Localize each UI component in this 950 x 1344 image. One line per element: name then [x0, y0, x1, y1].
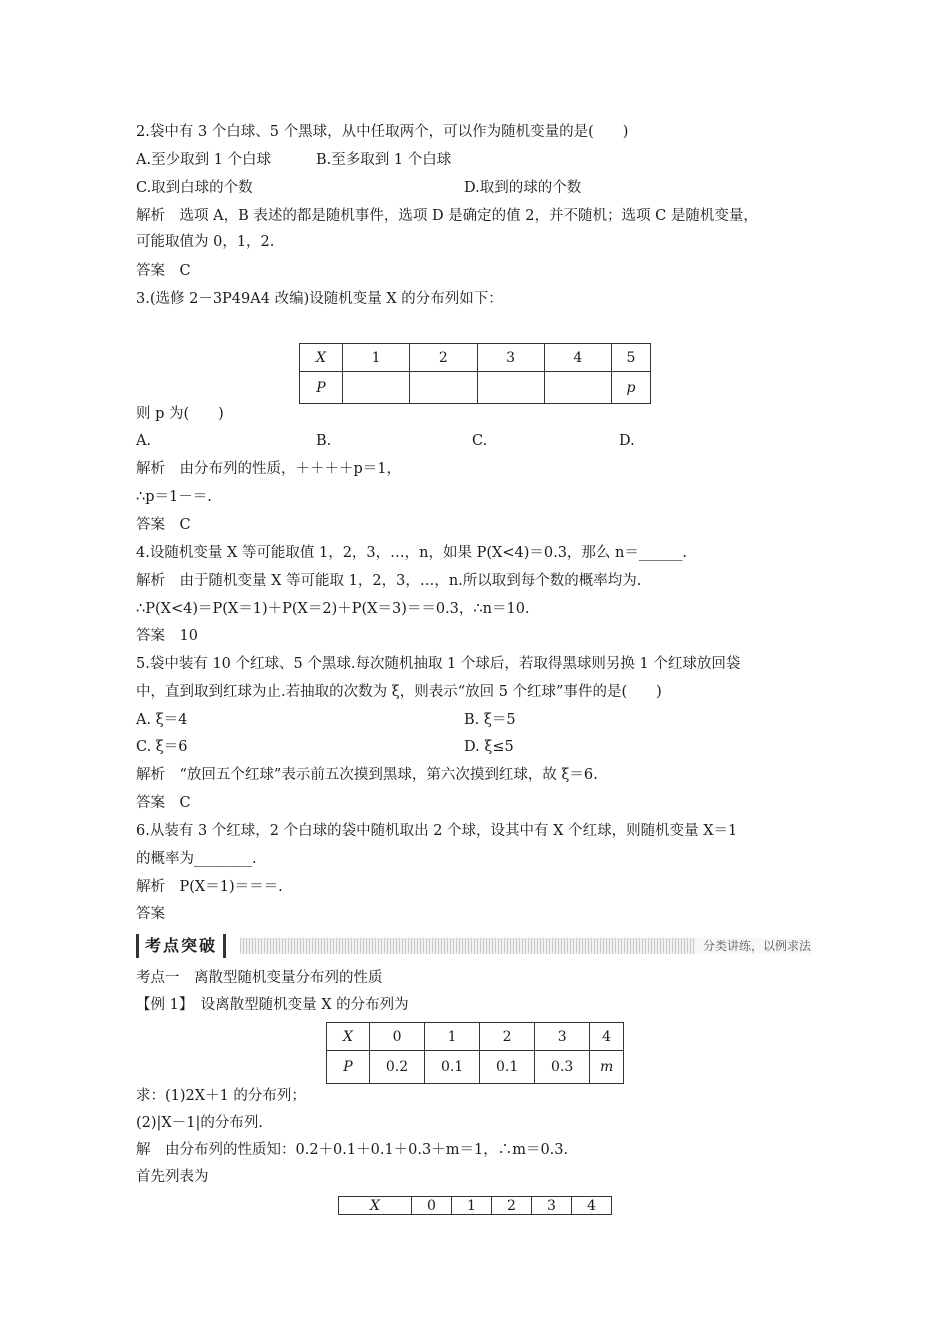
example1-table-cell: 1 — [425, 1023, 480, 1051]
q5-option-b: B. ξ＝5 — [464, 712, 516, 728]
q5-option-d: D. ξ≤5 — [464, 739, 514, 755]
q4-analysis-line1: 解析 由于随机变量 X 等可能取 1，2，3，…，n.所以取到每个数的概率均为. — [136, 573, 642, 589]
q3-option-a: A. — [136, 433, 152, 449]
q2-answer: 答案 C — [136, 263, 191, 279]
example1-table2-cell: 2 — [492, 1197, 532, 1215]
example1-table-header-x: X — [327, 1023, 370, 1051]
example1-table-cell: 0.1 — [480, 1051, 535, 1084]
q5-analysis: 解析 “放回五个红球”表示前五次摸到黑球，第六次摸到红球，故 ξ＝6. — [136, 767, 598, 783]
q2-option-a: A.至少取到 1 个白球 — [136, 152, 272, 168]
q2-option-d: D.取到的球的个数 — [464, 180, 582, 196]
example1-table-header-p: P — [327, 1051, 370, 1084]
q5-answer: 答案 C — [136, 795, 191, 811]
q2-option-c: C.取到白球的个数 — [136, 180, 253, 196]
example1-table-cell: 0 — [370, 1023, 425, 1051]
q5-option-a: A. ξ＝4 — [136, 712, 188, 728]
q6-answer: 答案 — [136, 906, 165, 922]
q3-table-cell: 4 — [544, 344, 611, 372]
example1-second-table — [338, 1196, 612, 1215]
q3-table-cell: 3 — [477, 344, 544, 372]
section-banner — [136, 934, 811, 958]
example1-table2-cell: 4 — [572, 1197, 612, 1215]
q2-analysis-line1: 解析 选项 A，B 表述的都是随机事件，选项 D 是确定的值 2，并不随机；选项 C 是随机变量， — [136, 208, 758, 224]
q3-table-cell — [410, 372, 477, 404]
section-title: 考点突破 — [136, 934, 226, 958]
example1-ask1: 求：(1)2X＋1 的分布列； — [136, 1088, 306, 1104]
point1-title: 考点一 离散型随机变量分布列的性质 — [136, 970, 383, 986]
q4-analysis-line2: ∴P(X<4)＝P(X＝1)＋P(X＝2)＋P(X＝3)＝＝0.3，∴n＝10. — [136, 601, 530, 617]
q3-table-cell: 5 — [612, 344, 651, 372]
q3-table-header-x: X — [300, 344, 343, 372]
example1-table-cell: m — [590, 1051, 624, 1084]
q3-distribution-table — [299, 343, 651, 404]
example1-distribution-table — [326, 1022, 624, 1084]
section-subtitle: 分类讲练，以例求法 — [695, 938, 811, 954]
q3-ask: 则 p 为( ) — [136, 406, 224, 422]
q3-answer: 答案 C — [136, 517, 191, 533]
q3-table-cell: 2 — [410, 344, 477, 372]
q5-stem-line2: 中，直到取到红球为止.若抽取的次数为 ξ，则表示“放回 5 个红球”事件的是( ) — [136, 684, 662, 700]
example1-table2-header-x: X — [339, 1197, 412, 1215]
q2-stem: 2.袋中有 3 个白球、5 个黑球，从中任取两个，可以作为随机变量的是( ) — [136, 124, 629, 140]
example1-table-cell: 0.2 — [370, 1051, 425, 1084]
example1-table-cell: 4 — [590, 1023, 624, 1051]
example1-table2-cell: 3 — [532, 1197, 572, 1215]
q5-stem-line1: 5.袋中装有 10 个红球、5 个黑球.每次随机抽取 1 个球后，若取得黑球则另换 1 个红球放回袋 — [136, 656, 741, 672]
example1-ask2: (2)|X－1|的分布列. — [136, 1115, 263, 1131]
q3-table-cell — [544, 372, 611, 404]
example1-solution: 解 由分布列的性质知：0.2＋0.1＋0.1＋0.3＋m＝1，∴m＝0.3. — [136, 1142, 569, 1158]
q3-analysis-line2: ∴p＝1－＝. — [136, 489, 212, 505]
q3-option-c: C. — [472, 433, 488, 449]
example1-table-cell: 3 — [535, 1023, 590, 1051]
q6-stem-line2: 的概率为________. — [136, 851, 257, 867]
q3-table-cell — [343, 372, 410, 404]
q3-table-header-p: P — [300, 372, 343, 404]
q5-option-c: C. ξ＝6 — [136, 739, 188, 755]
q4-stem: 4.设随机变量 X 等可能取值 1，2，3，…，n，如果 P(X<4)＝0.3，那么 n＝______. — [136, 545, 687, 561]
q2-option-b: B.至多取到 1 个白球 — [316, 152, 452, 168]
q3-table-cell: 1 — [343, 344, 410, 372]
example1-table-cell: 2 — [480, 1023, 535, 1051]
q3-analysis-line1: 解析 由分布列的性质，＋＋＋＋p＝1， — [136, 461, 402, 477]
example1-table-cell: 0.3 — [535, 1051, 590, 1084]
q4-answer: 答案 10 — [136, 628, 198, 644]
example1-list-intro: 首先列表为 — [136, 1169, 209, 1185]
q3-table-cell: p — [612, 372, 651, 404]
q3-option-b: B. — [316, 433, 332, 449]
example1-table2-cell: 0 — [412, 1197, 452, 1215]
q2-analysis-line2: 可能取值为 0，1，2. — [136, 234, 275, 250]
q6-stem-line1: 6.从装有 3 个红球，2 个白球的袋中随机取出 2 个球，设其中有 X 个红球，则随机变量 X＝1 — [136, 823, 738, 839]
q3-option-d: D. — [619, 433, 635, 449]
q6-analysis: 解析 P(X＝1)＝＝＝. — [136, 879, 283, 895]
example1-table2-cell: 1 — [452, 1197, 492, 1215]
q3-stem: 3.(选修 2－3P49A4 改编)设随机变量 X 的分布列如下： — [136, 291, 503, 307]
example1-stem: 【例 1】 设离散型随机变量 X 的分布列为 — [136, 997, 409, 1013]
example1-table-cell: 0.1 — [425, 1051, 480, 1084]
q3-table-cell — [477, 372, 544, 404]
